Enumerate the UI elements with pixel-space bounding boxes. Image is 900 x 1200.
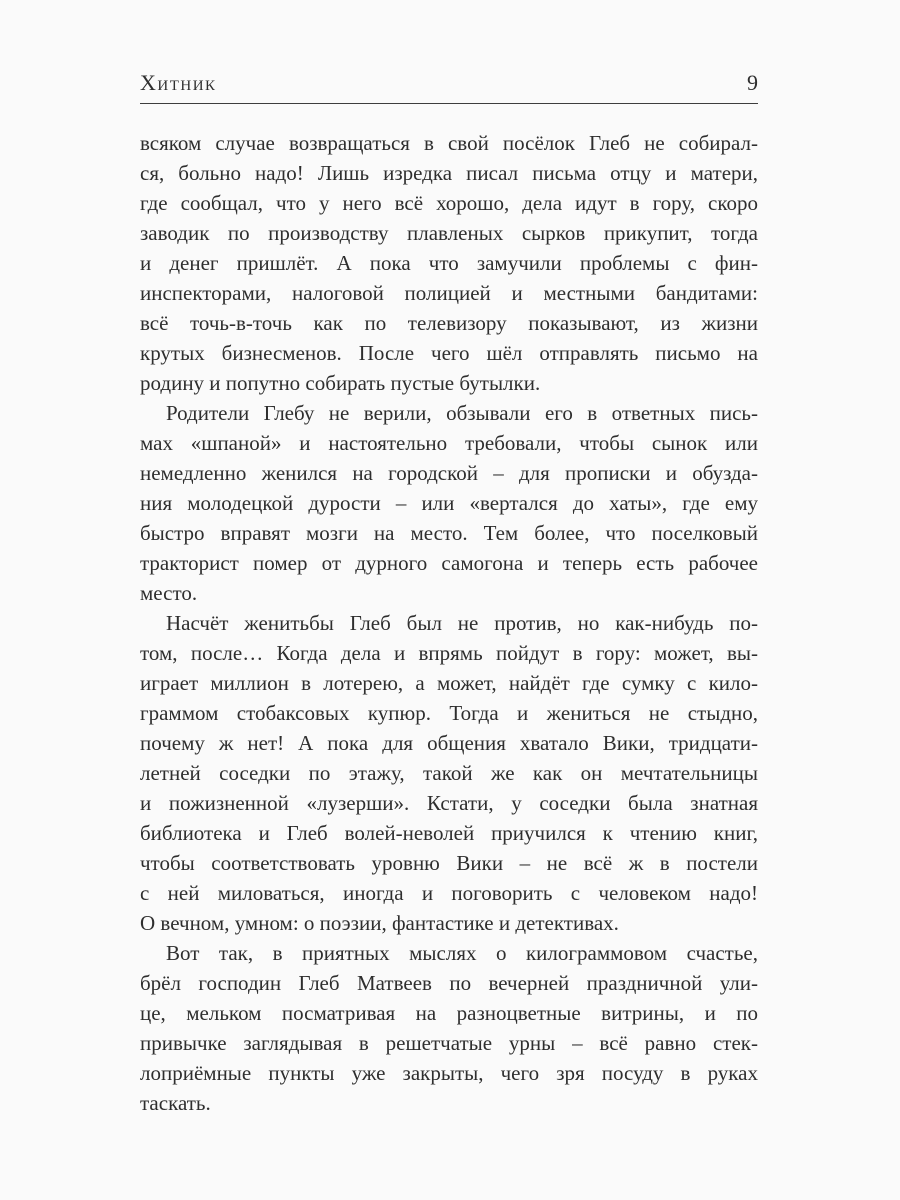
text-line: ся, больно надо! Лишь изредка писал письма отцу и матери,	[140, 161, 758, 185]
text-line: це, мельком посматривая на разноцветные витрины, и по	[140, 1001, 758, 1025]
text-line: Родители Глебу не верили, обзывали его в ответных пись-	[166, 401, 758, 425]
text-line: Вот так, в приятных мыслях о килограммовом счастье,	[166, 941, 758, 965]
text-line: инспекторами, налоговой полицией и местными бандитами:	[140, 281, 758, 305]
text-line: и денег пришлёт. А пока что замучили проблемы с фин-	[140, 251, 758, 275]
text-line: лоприёмные пункты уже закрыты, чего зря посуду в руках	[140, 1061, 758, 1085]
text-line: место.	[140, 581, 198, 605]
text-line: где сообщал, что у него всё хорошо, дела идут в гору, скоро	[140, 191, 758, 215]
text-line: таскать.	[140, 1091, 211, 1115]
text-line: родину и попутно собирать пустые бутылки.	[140, 371, 541, 395]
paragraph	[140, 128, 758, 398]
running-title: Хитник	[140, 70, 217, 95]
text-line: О вечном, умном: о поэзии, фантастике и детективах.	[140, 911, 619, 935]
text-line: и пожизненной «лузерши». Кстати, у соседки была знатная	[140, 791, 758, 815]
text-line: почему ж нет! А пока для общения хватало Вики, тридцати-	[140, 731, 758, 755]
text-line: мах «шпаной» и настоятельно требовали, чтобы сынок или	[140, 431, 758, 455]
text-line: заводик по производству плавленых сырков прикупит, тогда	[140, 221, 758, 245]
text-line: всяком случае возвращаться в свой посёлок Глеб не собирал-	[140, 131, 758, 155]
text-line: летней соседки по этажу, такой же как он мечтательницы	[140, 761, 758, 785]
page-number: 9	[747, 70, 758, 95]
text-line: привычке заглядывая в решетчатые урны – всё равно стек-	[140, 1031, 758, 1055]
text-body	[140, 128, 758, 1118]
header-rule	[140, 103, 758, 104]
text-line: том, после… Когда дела и впрямь пойдут в гору: может, вы-	[140, 641, 758, 665]
text-line: Насчёт женитьбы Глеб был не против, но как-нибудь по-	[166, 611, 758, 635]
page-header	[140, 70, 758, 96]
paragraph	[140, 938, 758, 1118]
text-line: играет миллион в лотерею, а может, найдёт где сумку с кило-	[140, 671, 758, 695]
text-line: немедленно женился на городской – для прописки и обузда-	[140, 461, 758, 485]
text-line: быстро вправят мозги на место. Тем более, что поселковый	[140, 521, 758, 545]
text-line: граммом стобаксовых купюр. Тогда и жениться не стыдно,	[140, 701, 758, 725]
text-line: брёл господин Глеб Матвеев по вечерней праздничной ули-	[140, 971, 758, 995]
text-line: крутых бизнесменов. После чего шёл отправлять письмо на	[140, 341, 758, 365]
text-line: библиотека и Глеб волей-неволей приучился к чтению книг,	[140, 821, 758, 845]
text-line: ния молодецкой дурости – или «вертался до хаты», где ему	[140, 491, 758, 515]
paragraph	[140, 608, 758, 938]
paragraph	[140, 398, 758, 608]
text-line: тракторист помер от дурного самогона и теперь есть рабочее	[140, 551, 758, 575]
text-line: чтобы соответствовать уровню Вики – не всё ж в постели	[140, 851, 758, 875]
text-line: с ней миловаться, иногда и поговорить с человеком надо!	[140, 881, 758, 905]
text-line: всё точь-в-точь как по телевизору показывают, из жизни	[140, 311, 758, 335]
